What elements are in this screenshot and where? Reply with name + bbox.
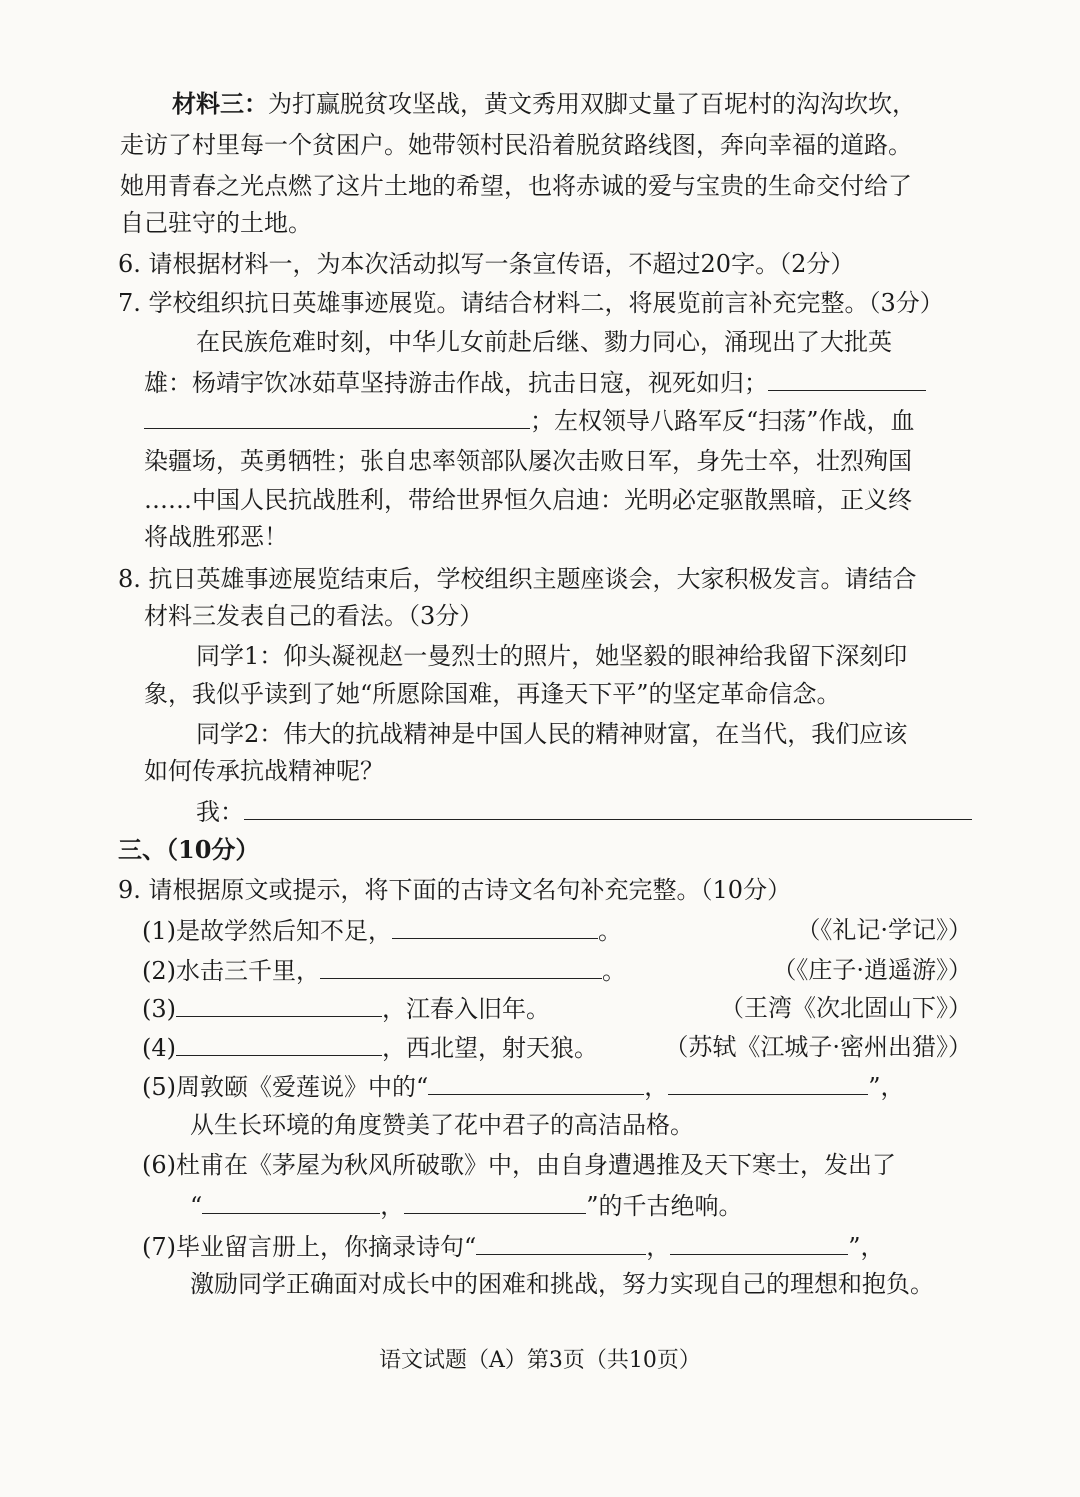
student1-line2: 象，我似乎读到了她“所愿除国难，再逢天下平”的坚定革命信念。: [144, 680, 841, 708]
q9-item-7-number: (7): [142, 1233, 176, 1261]
my-answer-row: [196, 793, 972, 829]
q9-item-6-line2: [190, 1187, 743, 1223]
q9-item-1-blank[interactable]: [392, 912, 598, 939]
q9-item-1-end: 。: [598, 917, 622, 945]
q9-item-5-line2: 从生长环境的角度赞美了花中君子的高洁品格。: [190, 1111, 694, 1139]
q9-item-4-number: (4): [142, 1034, 176, 1062]
q9-item-7-comma: ，: [646, 1233, 671, 1261]
q7-para-line3: [144, 402, 915, 438]
section-3-title: 三、（10分）: [118, 835, 260, 864]
q9-item-2-text: 水击三千里，: [176, 957, 320, 985]
question-6: 6. 请根据材料一，为本次活动拟写一条宣传语，不超过20字。（2分）: [118, 250, 855, 278]
q9-item-7: [142, 1228, 885, 1264]
q9-item-3-source: （王湾《次北固山下》）: [720, 994, 972, 1022]
material3-line3: 她用青春之光点燃了这片土地的希望，也将赤诚的爱与宝贵的生命交付给了: [120, 172, 912, 200]
q9-item-6-comma: ，: [380, 1192, 405, 1220]
q9-item-5: [142, 1068, 905, 1104]
q7-answer-blank-2[interactable]: [144, 402, 530, 429]
q9-item-2-blank[interactable]: [320, 952, 602, 979]
q9-item-1-number: (1): [142, 917, 176, 945]
my-answer-label: 我：: [196, 798, 244, 826]
page-footer: 语文试题（A）第3页（共10页）: [379, 1348, 701, 1373]
q9-item-6-text: 杜甫在《茅屋为秋风所破歌》中，由自身遭遇推及天下寒士，发出了: [176, 1151, 896, 1179]
q9-item-5-comma: ，: [644, 1073, 669, 1101]
q9-item-5-text: 周敦颐《爱莲说》中的“: [176, 1073, 429, 1101]
q9-item-2-number: (2): [142, 957, 176, 985]
q7-para-line3-text: ；左权领导八路军反“扫荡”作战，血: [530, 407, 915, 435]
q9-item-3-number: (3): [142, 995, 176, 1023]
question-8-line2: 材料三发表自己的看法。（3分）: [144, 602, 484, 630]
q9-item-6-end: ”的千古绝响。: [586, 1192, 743, 1220]
q9-item-2: [142, 952, 972, 988]
q9-item-6-open-quote: “: [190, 1192, 203, 1220]
q7-para-line2-text: 雄：杨靖宇饮冰茹草坚持游击作战，抗击日寇，视死如归；: [144, 369, 768, 397]
q9-item-3-text: ，江春入旧年。: [382, 995, 550, 1023]
q9-item-2-end: 。: [602, 957, 626, 985]
q9-item-6-number: (6): [142, 1151, 176, 1179]
student2-line2: 如何传承抗战精神呢？: [144, 757, 384, 785]
q7-para-line2: [144, 364, 926, 400]
q7-para-line1: 在民族危难时刻，中华儿女前赴后继、勠力同心，涌现出了大批英: [196, 328, 892, 356]
q9-item-3-blank[interactable]: [176, 990, 382, 1017]
q7-para-line5: ……中国人民抗战胜利，带给世界恒久启迪：光明必定驱散黑暗，正义终: [144, 486, 912, 514]
q7-para-line4: 染疆场，英勇牺牲；张自忠率领部队屡次击败日军，身先士卒，壮烈殉国: [144, 447, 912, 475]
question-8: 8. 抗日英雄事迹展览结束后，学校组织主题座谈会，大家积极发言。请结合: [118, 565, 917, 593]
q9-item-4-text: ，西北望，射天狼。: [382, 1034, 598, 1062]
q9-item-3: [142, 990, 972, 1026]
question-7: 7. 学校组织抗日英雄事迹展览。请结合材料二，将展览前言补充完整。（3分）: [118, 289, 944, 317]
q7-answer-blank-1[interactable]: [768, 364, 926, 391]
q8-answer-blank[interactable]: [244, 793, 972, 820]
q9-item-6: [142, 1147, 896, 1183]
q9-item-6-blank-1[interactable]: [202, 1187, 380, 1214]
q9-item-1-text: 是故学然后知不足，: [176, 917, 392, 945]
q9-item-1-source: （《礼记·学记》）: [796, 916, 972, 944]
material3-line2: 走访了村里每一个贫困户。她带领村民沿着脱贫路线图，奔向幸福的道路。: [120, 131, 912, 159]
material3-line1: [172, 86, 916, 122]
student1-line1: 同学1：仰头凝视赵一曼烈士的照片，她坚毅的眼神给我留下深刻印: [196, 642, 908, 670]
q9-item-7-blank-2[interactable]: [670, 1228, 848, 1255]
q9-item-4-blank[interactable]: [176, 1029, 382, 1056]
student2-line1: 同学2：伟大的抗战精神是中国人民的精神财富，在当代，我们应该: [196, 720, 908, 748]
q9-item-5-blank-1[interactable]: [428, 1068, 644, 1095]
material3-label: 材料三：: [172, 89, 268, 118]
question-9: 9. 请根据原文或提示，将下面的古诗文名句补充完整。（10分）: [118, 876, 792, 904]
q9-item-1: [142, 912, 972, 948]
q9-item-4: [142, 1029, 972, 1065]
q9-item-6-blank-2[interactable]: [404, 1187, 586, 1214]
q9-item-5-blank-2[interactable]: [668, 1068, 868, 1095]
q9-item-7-line2: 激励同学正确面对成长中的困难和挑战，努力实现自己的理想和抱负。: [190, 1270, 934, 1298]
q9-item-7-blank-1[interactable]: [476, 1228, 646, 1255]
material3-line4: 自己驻守的土地。: [120, 209, 312, 237]
q9-item-5-number: (5): [142, 1073, 176, 1101]
q7-para-line6: 将战胜邪恶！: [144, 523, 288, 551]
q9-item-4-source: （苏轼《江城子·密州出猎》）: [664, 1033, 972, 1061]
q9-item-2-source: （《庄子·逍遥游》）: [772, 956, 972, 984]
material3-text1: 为打赢脱贫攻坚战，黄文秀用双脚丈量了百坭村的沟沟坎坎，: [268, 90, 916, 118]
q9-item-7-text: 毕业留言册上，你摘录诗句“: [176, 1233, 477, 1261]
q9-item-7-end: ”，: [848, 1233, 885, 1261]
q9-item-5-end: ”，: [868, 1073, 905, 1101]
